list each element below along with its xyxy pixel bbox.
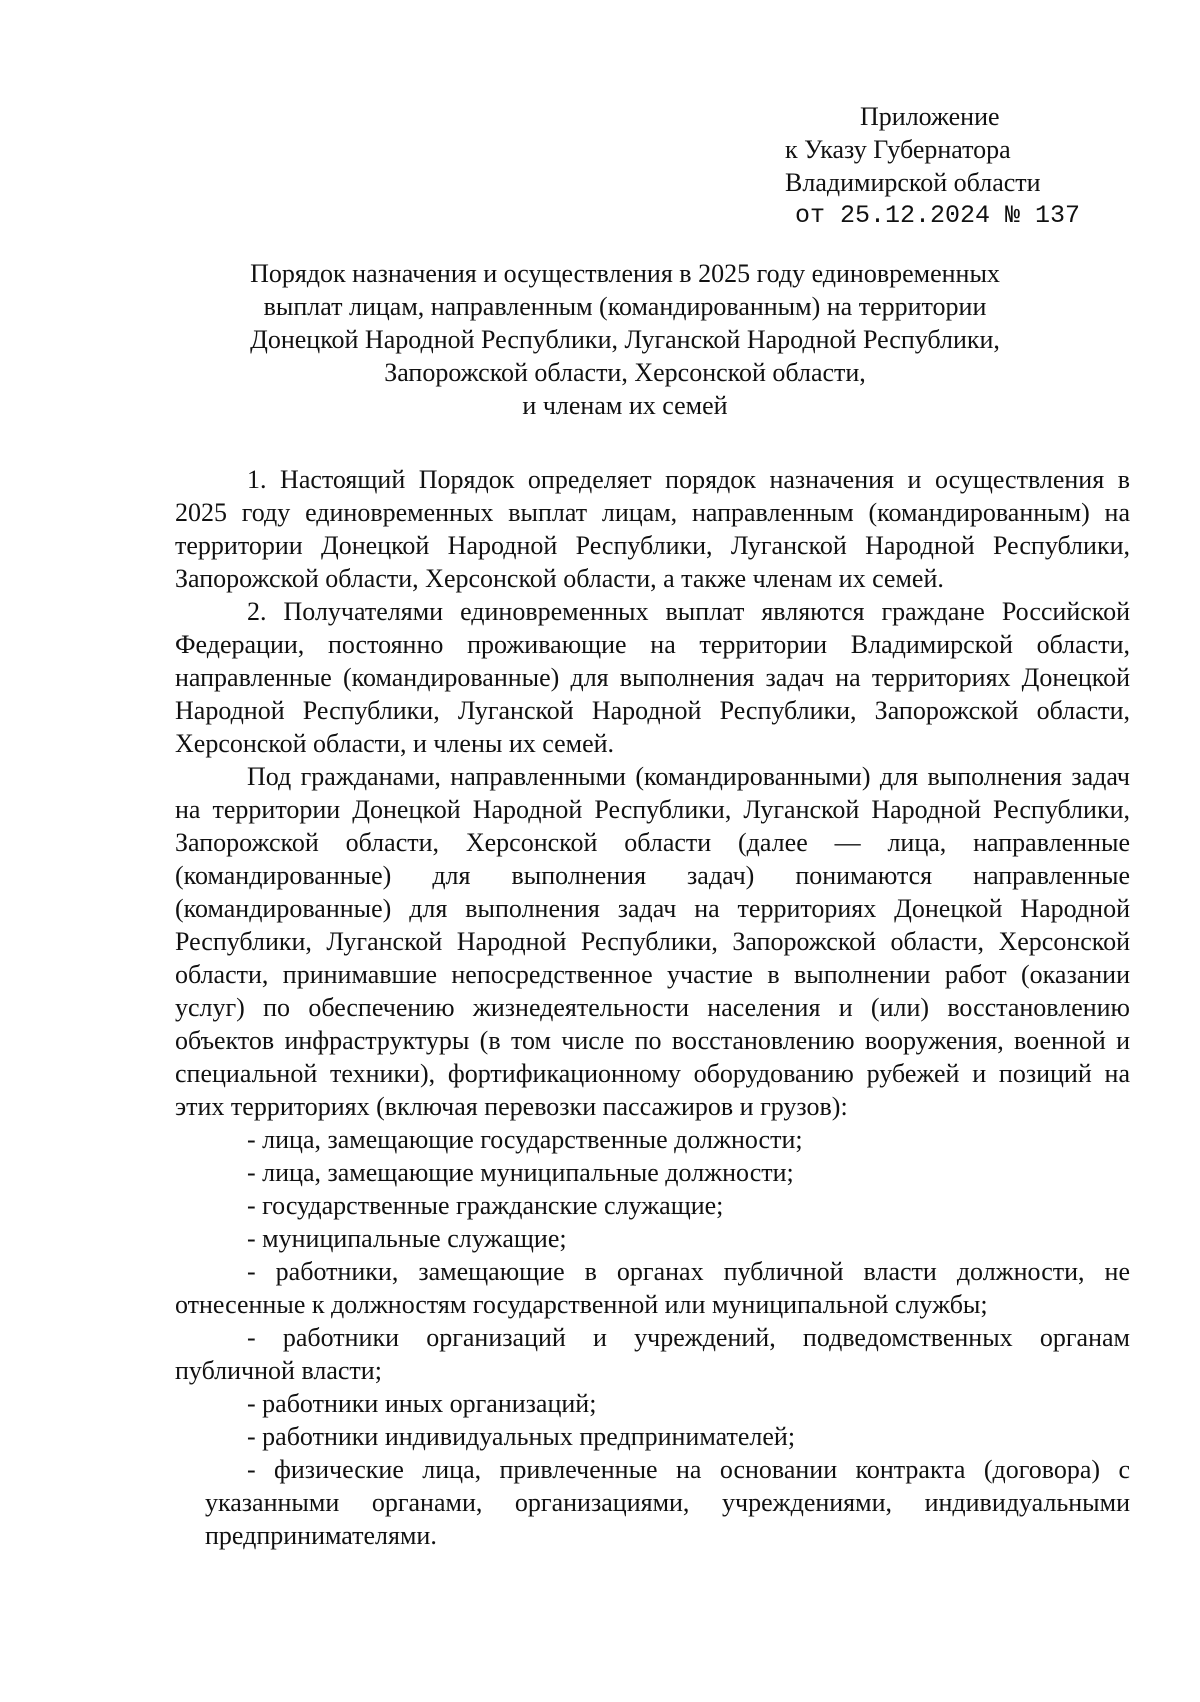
list-item: - работники индивидуальных предпринимателей;	[247, 1422, 796, 1451]
list-item: - государственные гражданские служащие;	[247, 1191, 724, 1220]
list-item: - работники организаций и учреждений, подведомственных органам публичной власти;	[175, 1323, 1130, 1385]
document-body	[175, 463, 1130, 1552]
appendix-line: Владимирской области	[785, 168, 1041, 197]
list-item: - лица, замещающие муниципальные должности;	[247, 1158, 794, 1187]
appendix-date-number: от 25.12.2024 № 137	[795, 201, 1081, 230]
title-line: и членам их семей	[522, 391, 728, 420]
paragraph-3: Под гражданами, направленными (командированными) для выполнения задач на территории Донецкой Народной Республики, Луганской Народной Республики, Запорожской области, Херсонской области (далее — лица, направленные (командированные) для выполнения задач) понимаются направленные (командированные) для выполнения задач на территориях Донецкой Народной Республики, Луганской Народной Республики, Запорожской области, Херсонской области, принимавшие непосредственное участие в выполнении работ (оказании услуг) по обеспечению жизнедеятельности населения и (или) восстановлению объектов инфраструктуры (в том числе по восстановлению вооружения, военной и специальной техники), фортификационному оборудованию рубежей и позиций на этих территориях (включая перевозки пассажиров и грузов):	[175, 762, 1130, 1121]
list-item: - физические лица, привлеченные на основании контракта (договора) с указанными органами, организациями, учреждениями, индивидуальными предпринимателями.	[205, 1455, 1130, 1550]
appendix-header	[785, 100, 1105, 232]
list-item: - лица, замещающие государственные должности;	[247, 1125, 803, 1154]
document-title	[175, 257, 1075, 422]
appendix-line: к Указу Губернатора	[785, 135, 1011, 164]
title-line: Донецкой Народной Республики, Луганской Народной Республики,	[250, 325, 1000, 354]
paragraph-1: 1. Настоящий Порядок определяет порядок назначения и осуществления в 2025 году единовременных выплат лицам, направленным (командированным) на территории Донецкой Народной Республики, Луганской Народной Республики, Запорожской области, Херсонской области, а также членам их семей.	[175, 465, 1130, 593]
appendix-line: Приложение	[860, 102, 1000, 131]
list-item: - работники иных организаций;	[247, 1389, 597, 1418]
title-line: Запорожской области, Херсонской области,	[384, 358, 866, 387]
list-item: - работники, замещающие в органах публичной власти должности, не отнесенные к должностям государственной или муниципальной службы;	[175, 1257, 1130, 1319]
title-line: Порядок назначения и осуществления в 2025 году единовременных	[250, 259, 1000, 288]
list-item: - муниципальные служащие;	[247, 1224, 567, 1253]
paragraph-2: 2. Получателями единовременных выплат являются граждане Российской Федерации, постоянно проживающие на территории Владимирской области, направленные (командированные) для выполнения задач на территориях Донецкой Народной Республики, Луганской Народной Республики, Запорожской области, Херсонской области, и члены их семей.	[175, 597, 1130, 758]
title-line: выплат лицам, направленным (командированным) на территории	[263, 292, 987, 321]
